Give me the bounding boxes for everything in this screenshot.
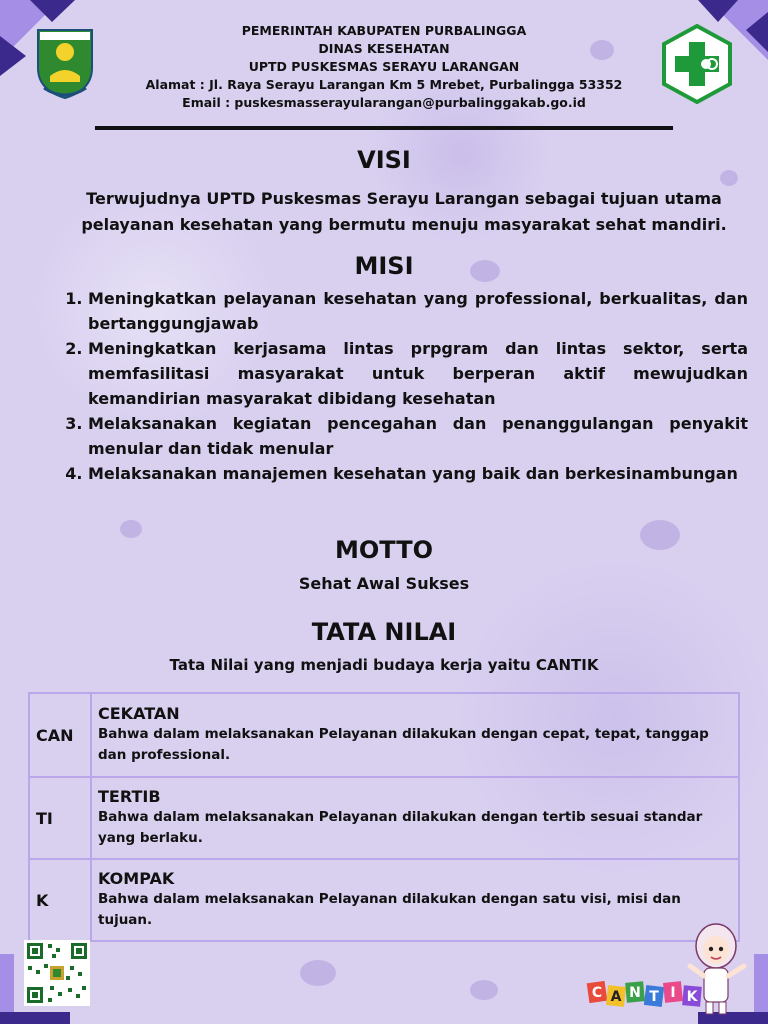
header-divider [95,126,673,130]
nilai-title: CEKATAN [98,704,180,723]
tata-nilai-heading: TATA NILAI [311,618,457,646]
table-row [29,693,739,777]
visi-heading: VISI [357,146,411,174]
misi-heading: MISI [354,252,414,280]
mascot-letter: A [610,989,622,1005]
nilai-title: KOMPAK [98,869,175,888]
table-row [29,777,739,859]
nilai-description-cell [91,777,739,859]
visi-text-line: pelayanan kesehatan yang bermutu menuju masyarakat sehat mandiri. [81,215,727,234]
header-department-line: DINAS KESEHATAN [318,41,450,56]
visi-text-line: Terwujudnya UPTD Puskesmas Serayu Larangan sebagai tujuan utama [86,189,722,208]
misi-item: 4. Melaksanakan manajemen kesehatan yang baik dan berkesinambungan [88,461,748,486]
mascot-letter: T [649,989,659,1005]
nilai-title: TERTIB [98,787,161,806]
nilai-code: K [29,859,91,941]
mascot-letter: K [686,989,698,1005]
misi-item: 2. Meningkatkan kerjasama lintas prpgram dan lintas sektor, serta memfasilitasi masyarakat untuk berperan aktif mewujudkan kemandirian masyarakat dibidang kesehatan [88,336,748,411]
header-address-line: Alamat : Jl. Raya Serayu Larangan Km 5 Mrebet, Purbalingga 53352 [145,77,623,92]
cantik-mascot-illustration [586,920,756,1020]
mascot-letter: C [591,985,603,1001]
motto-text: Sehat Awal Sukses [298,574,470,593]
motto-heading: MOTTO [335,536,433,564]
letterhead [0,22,768,112]
misi-item: 1. Meningkatkan pelayanan kesehatan yang professional, berkualitas, dan bertanggungjawab [88,286,748,336]
ink-splat-decoration [470,980,498,1000]
header-unit-line: UPTD PUSKESMAS SERAYU LARANGAN [248,59,520,74]
mascot-letter: N [629,985,641,1001]
nilai-text: Bahwa dalam melaksanakan Pelayanan dilakukan dengan satu visi, misi dan tujuan. [98,891,681,928]
tata-nilai-table [28,692,740,942]
nilai-code: CAN [29,693,91,777]
visi-text [70,186,738,238]
tata-nilai-subtitle: Tata Nilai yang menjadi budaya kerja yaitu CANTIK [169,656,599,674]
nilai-code: TI [29,777,91,859]
qr-code-icon[interactable] [24,940,90,1006]
nilai-text: Bahwa dalam melaksanakan Pelayanan dilakukan dengan tertib sesuai standar yang berlaku. [98,809,703,846]
ink-splat-decoration [300,960,336,986]
misi-item: 3. Melaksanakan kegiatan pencegahan dan penanggulangan penyakit menular dan tidak menular [88,411,748,461]
nilai-description-cell [91,693,739,777]
header-email-line: Email : puskesmasserayularangan@purbalinggakab.go.id [182,95,586,110]
misi-list [70,286,748,486]
nilai-text: Bahwa dalam melaksanakan Pelayanan dilakukan dengan cepat, tepat, tanggap dan professional. [98,726,709,763]
header-government-line: PEMERINTAH KABUPATEN PURBALINGGA [241,23,527,38]
mascot-letter: I [670,985,676,1001]
